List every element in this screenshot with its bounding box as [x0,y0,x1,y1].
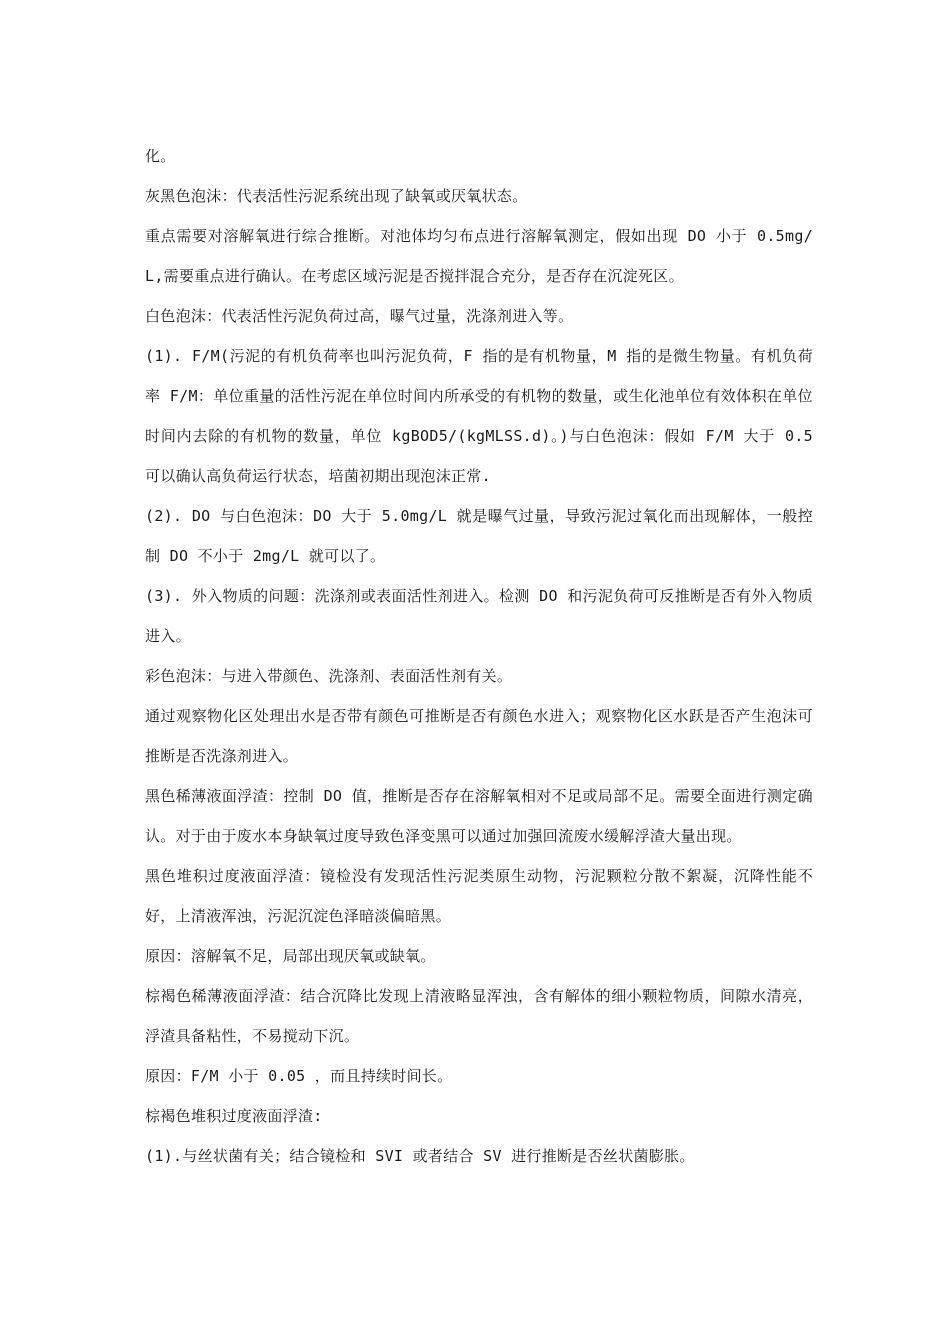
paragraph-item-3-external: (3). 外入物质的问题：洗涤剂或表面活性剂进入。检测 DO 和污泥负荷可反推断是否有外入物质进入。 [145,587,813,645]
document-body [145,136,813,1176]
paragraph-white-foam: 白色泡沫：代表活性污泥负荷过高，曝气过量，洗涤剂进入等。 [145,307,574,325]
paragraph-colored-foam: 彩色泡沫：与进入带颜色、洗涤剂、表面活性剂有关。 [145,667,513,685]
paragraph-black-thin-scum: 黑色稀薄液面浮渣：控制 DO 值，推断是否存在溶解氧相对不足或局部不足。需要全面进行测定确认。对于由于废水本身缺氧过度导致色泽变黑可以通过加强回流废水缓解浮渣大量出现。 [145,787,813,845]
paragraph-item-1-filamentous: (1).与丝状菌有关；结合镜检和 SVI 或者结合 SV 进行推断是否丝状菌膨胀。 [145,1147,695,1165]
paragraph-black-heavy-scum: 黑色堆积过度液面浮渣：镜检没有发现活性污泥类原生动物，污泥颗粒分散不絮凝，沉降性能不好，上清液浑浊，污泥沉淀色泽暗淡偏暗黑。 [145,867,813,925]
paragraph-gray-black-foam: 灰黑色泡沫：代表活性污泥系统出现了缺氧或厌氧状态。 [145,187,528,205]
paragraph-cause-2: 原因：F/M 小于 0.05 ，而且持续时间长。 [145,1067,453,1085]
paragraph-brown-heavy-scum: 棕褐色堆积过度液面浮渣: [145,1107,323,1125]
paragraph-cause-1: 原因：溶解氧不足，局部出现厌氧或缺氧。 [145,947,436,965]
paragraph-observation: 通过观察物化区处理出水是否带有颜色可推断是否有颜色水进入；观察物化区水跃是否产生泡沫可推断是否洗涤剂进入。 [145,707,813,765]
paragraph-continuation: 化。 [145,147,176,165]
paragraph-do-analysis: 重点需要对溶解氧进行综合推断。对池体均匀布点进行溶解氧测定，假如出现 DO 小于 0.5mg/L,需要重点进行确认。在考虑区域污泥是否搅拌混合充分，是否存在沉淀死区。 [145,227,813,285]
paragraph-item-2-do: (2). DO 与白色泡沫：DO 大于 5.0mg/L 就是曝气过量，导致污泥过氧化而出现解体，一般控制 DO 不小于 2mg/L 就可以了。 [145,507,813,565]
paragraph-item-1-fm: (1). F/M(污泥的有机负荷率也叫污泥负荷，F 指的是有机物量，M 指的是微生物量。有机负荷率 F/M：单位重量的活性污泥在单位时间内所承受的有机物的数量，或生化池单位有效体积在单位时间内去除的有机物的数量，单位 kgBOD5/(kgMLSS.d)。)与白色泡沫：假如 F/M 大于 0.5 可以确认高负荷运行状态，培菌初期出现泡沫正常. [145,347,813,485]
paragraph-brown-thin-scum: 棕褐色稀薄液面浮渣：结合沉降比发现上清液略显浑浊，含有解体的细小颗粒物质，间隙水清亮，浮渣具备粘性，不易搅动下沉。 [145,987,813,1045]
